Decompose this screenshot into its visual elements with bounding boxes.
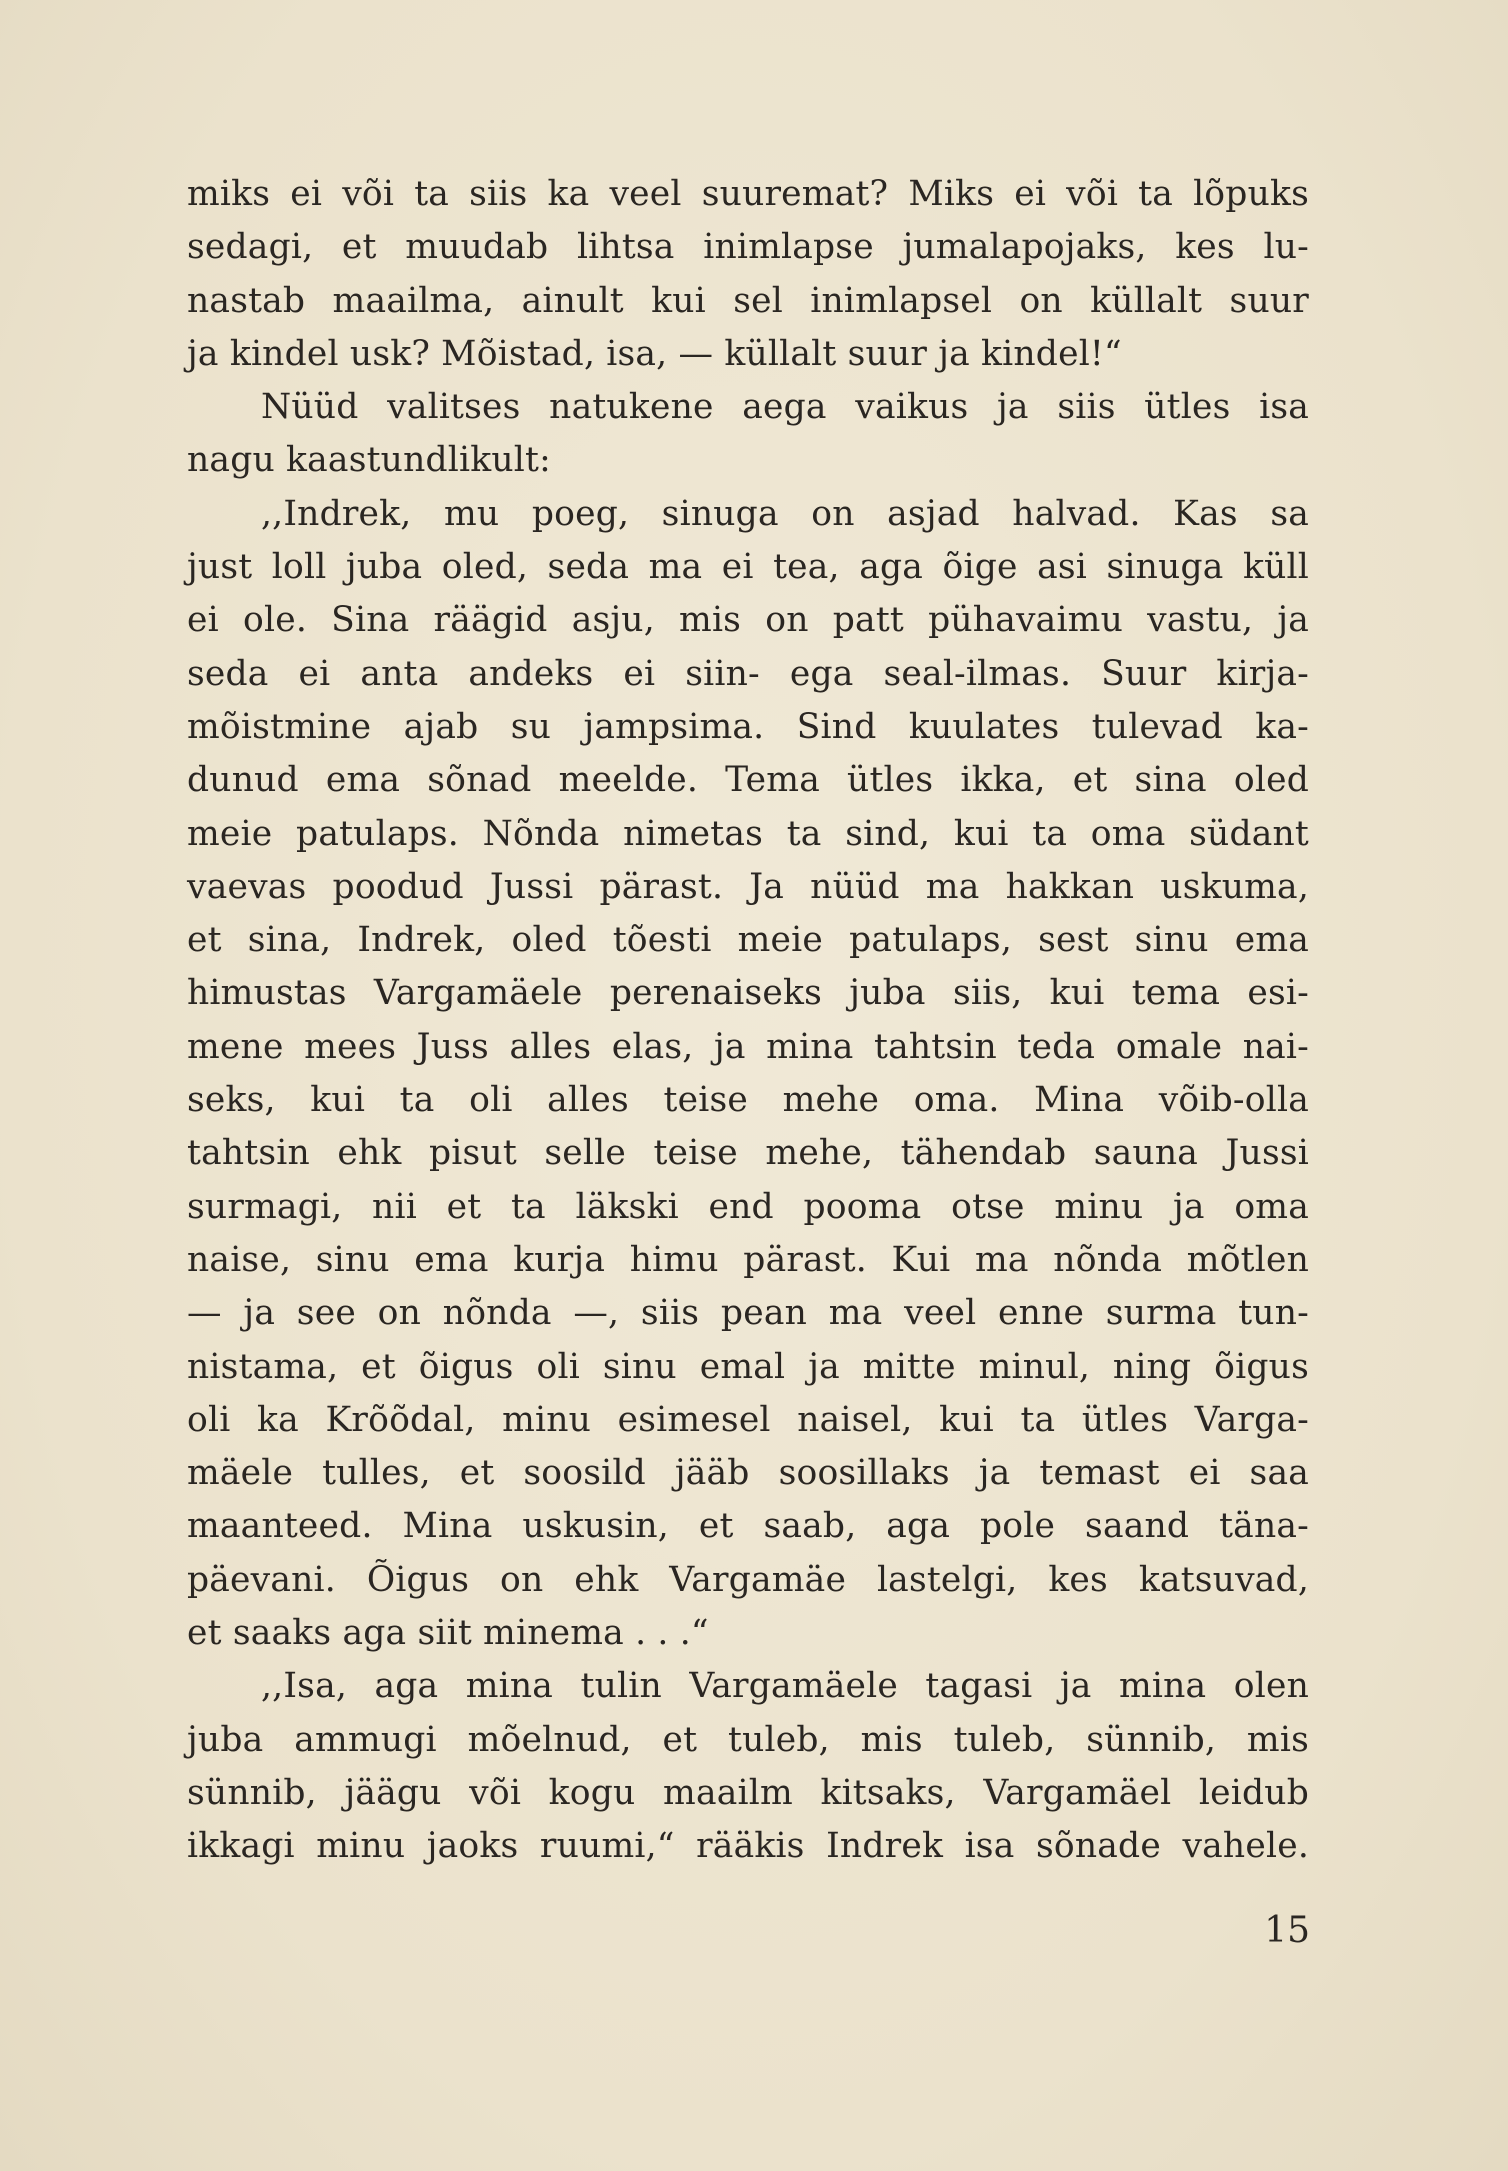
text-line: et saaks aga siit minema . . .“ — [187, 1613, 709, 1654]
text-line: ,,Indrek, mu poeg, sinuga on asjad halvad. Kas sa — [261, 493, 1309, 534]
text-line: seda ei anta andeks ei siin- ega seal-ilmas. Suur kirja- — [187, 653, 1309, 694]
text-line: juba ammugi mõelnud, et tuleb, mis tuleb, sünnib, mis — [187, 1719, 1309, 1760]
text-line: Nüüd valitses natukene aega vaikus ja siis ütles isa — [261, 387, 1309, 428]
text-line: nastab maailma, ainult kui sel inimlapsel on küllalt suur — [187, 280, 1309, 321]
text-line: et sina, Indrek, oled tõesti meie patulaps, sest sinu ema — [187, 920, 1309, 961]
text-line: tahtsin ehk pisut selle teise mehe, tähendab sauna Jussi — [187, 1133, 1309, 1174]
text-line: naise, sinu ema kurja himu pärast. Kui ma nõnda mõtlen — [187, 1239, 1309, 1280]
text-line: sedagi, et muudab lihtsa inimlapse jumalapojaks, kes lu- — [187, 227, 1309, 268]
text-line: ja kindel usk? Mõistad, isa, — küllalt suur ja kindel!“ — [187, 333, 1122, 374]
body-text — [187, 168, 1309, 1874]
text-line: mene mees Juss alles elas, ja mina tahtsin teda omale nai- — [187, 1026, 1309, 1067]
text-line: oli ka Krõõdal, minu esimesel naisel, kui ta ütles Varga- — [187, 1399, 1309, 1440]
text-line: maanteed. Mina uskusin, et saab, aga pole saand täna- — [187, 1506, 1309, 1547]
text-line: — ja see on nõnda —, siis pean ma veel enne surma tun- — [187, 1293, 1309, 1334]
text-line: mäele tulles, et soosild jääb soosillaks ja temast ei saa — [187, 1453, 1309, 1494]
text-line: vaevas poodud Jussi pärast. Ja nüüd ma hakkan uskuma, — [187, 866, 1309, 907]
text-line: ikkagi minu jaoks ruumi,“ rääkis Indrek isa sõnade vahele. — [187, 1826, 1309, 1867]
text-line: surmagi, nii et ta läkski end pooma otse minu ja oma — [187, 1186, 1309, 1227]
text-line: mõistmine ajab su jampsima. Sind kuulates tulevad ka- — [187, 706, 1309, 747]
page-number: 15 — [1264, 1910, 1310, 1951]
text-line: meie patulaps. Nõnda nimetas ta sind, kui ta oma südant — [187, 813, 1309, 854]
text-line: nistama, et õigus oli sinu emal ja mitte minul, ning õigus — [187, 1346, 1309, 1387]
text-line: himustas Vargamäele perenaiseks juba siis, kui tema esi- — [187, 973, 1309, 1014]
text-line: miks ei või ta siis ka veel suuremat? Miks ei või ta lõpuks — [187, 174, 1309, 214]
text-line: ei ole. Sina räägid asju, mis on patt pühavaimu vastu, ja — [187, 600, 1309, 641]
text-line: seks, kui ta oli alles teise mehe oma. Mina võib-olla — [187, 1080, 1309, 1121]
text-line: dunud ema sõnad meelde. Tema ütles ikka, et sina oled — [187, 760, 1309, 801]
text-line: nagu kaastundlikult: — [187, 440, 551, 481]
text-line: sünnib, jäägu või kogu maailm kitsaks, Vargamäel leidub — [187, 1772, 1309, 1813]
text-line: ,,Isa, aga mina tulin Vargamäele tagasi ja mina olen — [261, 1666, 1309, 1707]
text-line: just loll juba oled, seda ma ei tea, aga õige asi sinuga küll — [187, 547, 1309, 588]
text-line: päevani. Õigus on ehk Vargamäe lastelgi, kes katsuvad, — [187, 1559, 1309, 1600]
